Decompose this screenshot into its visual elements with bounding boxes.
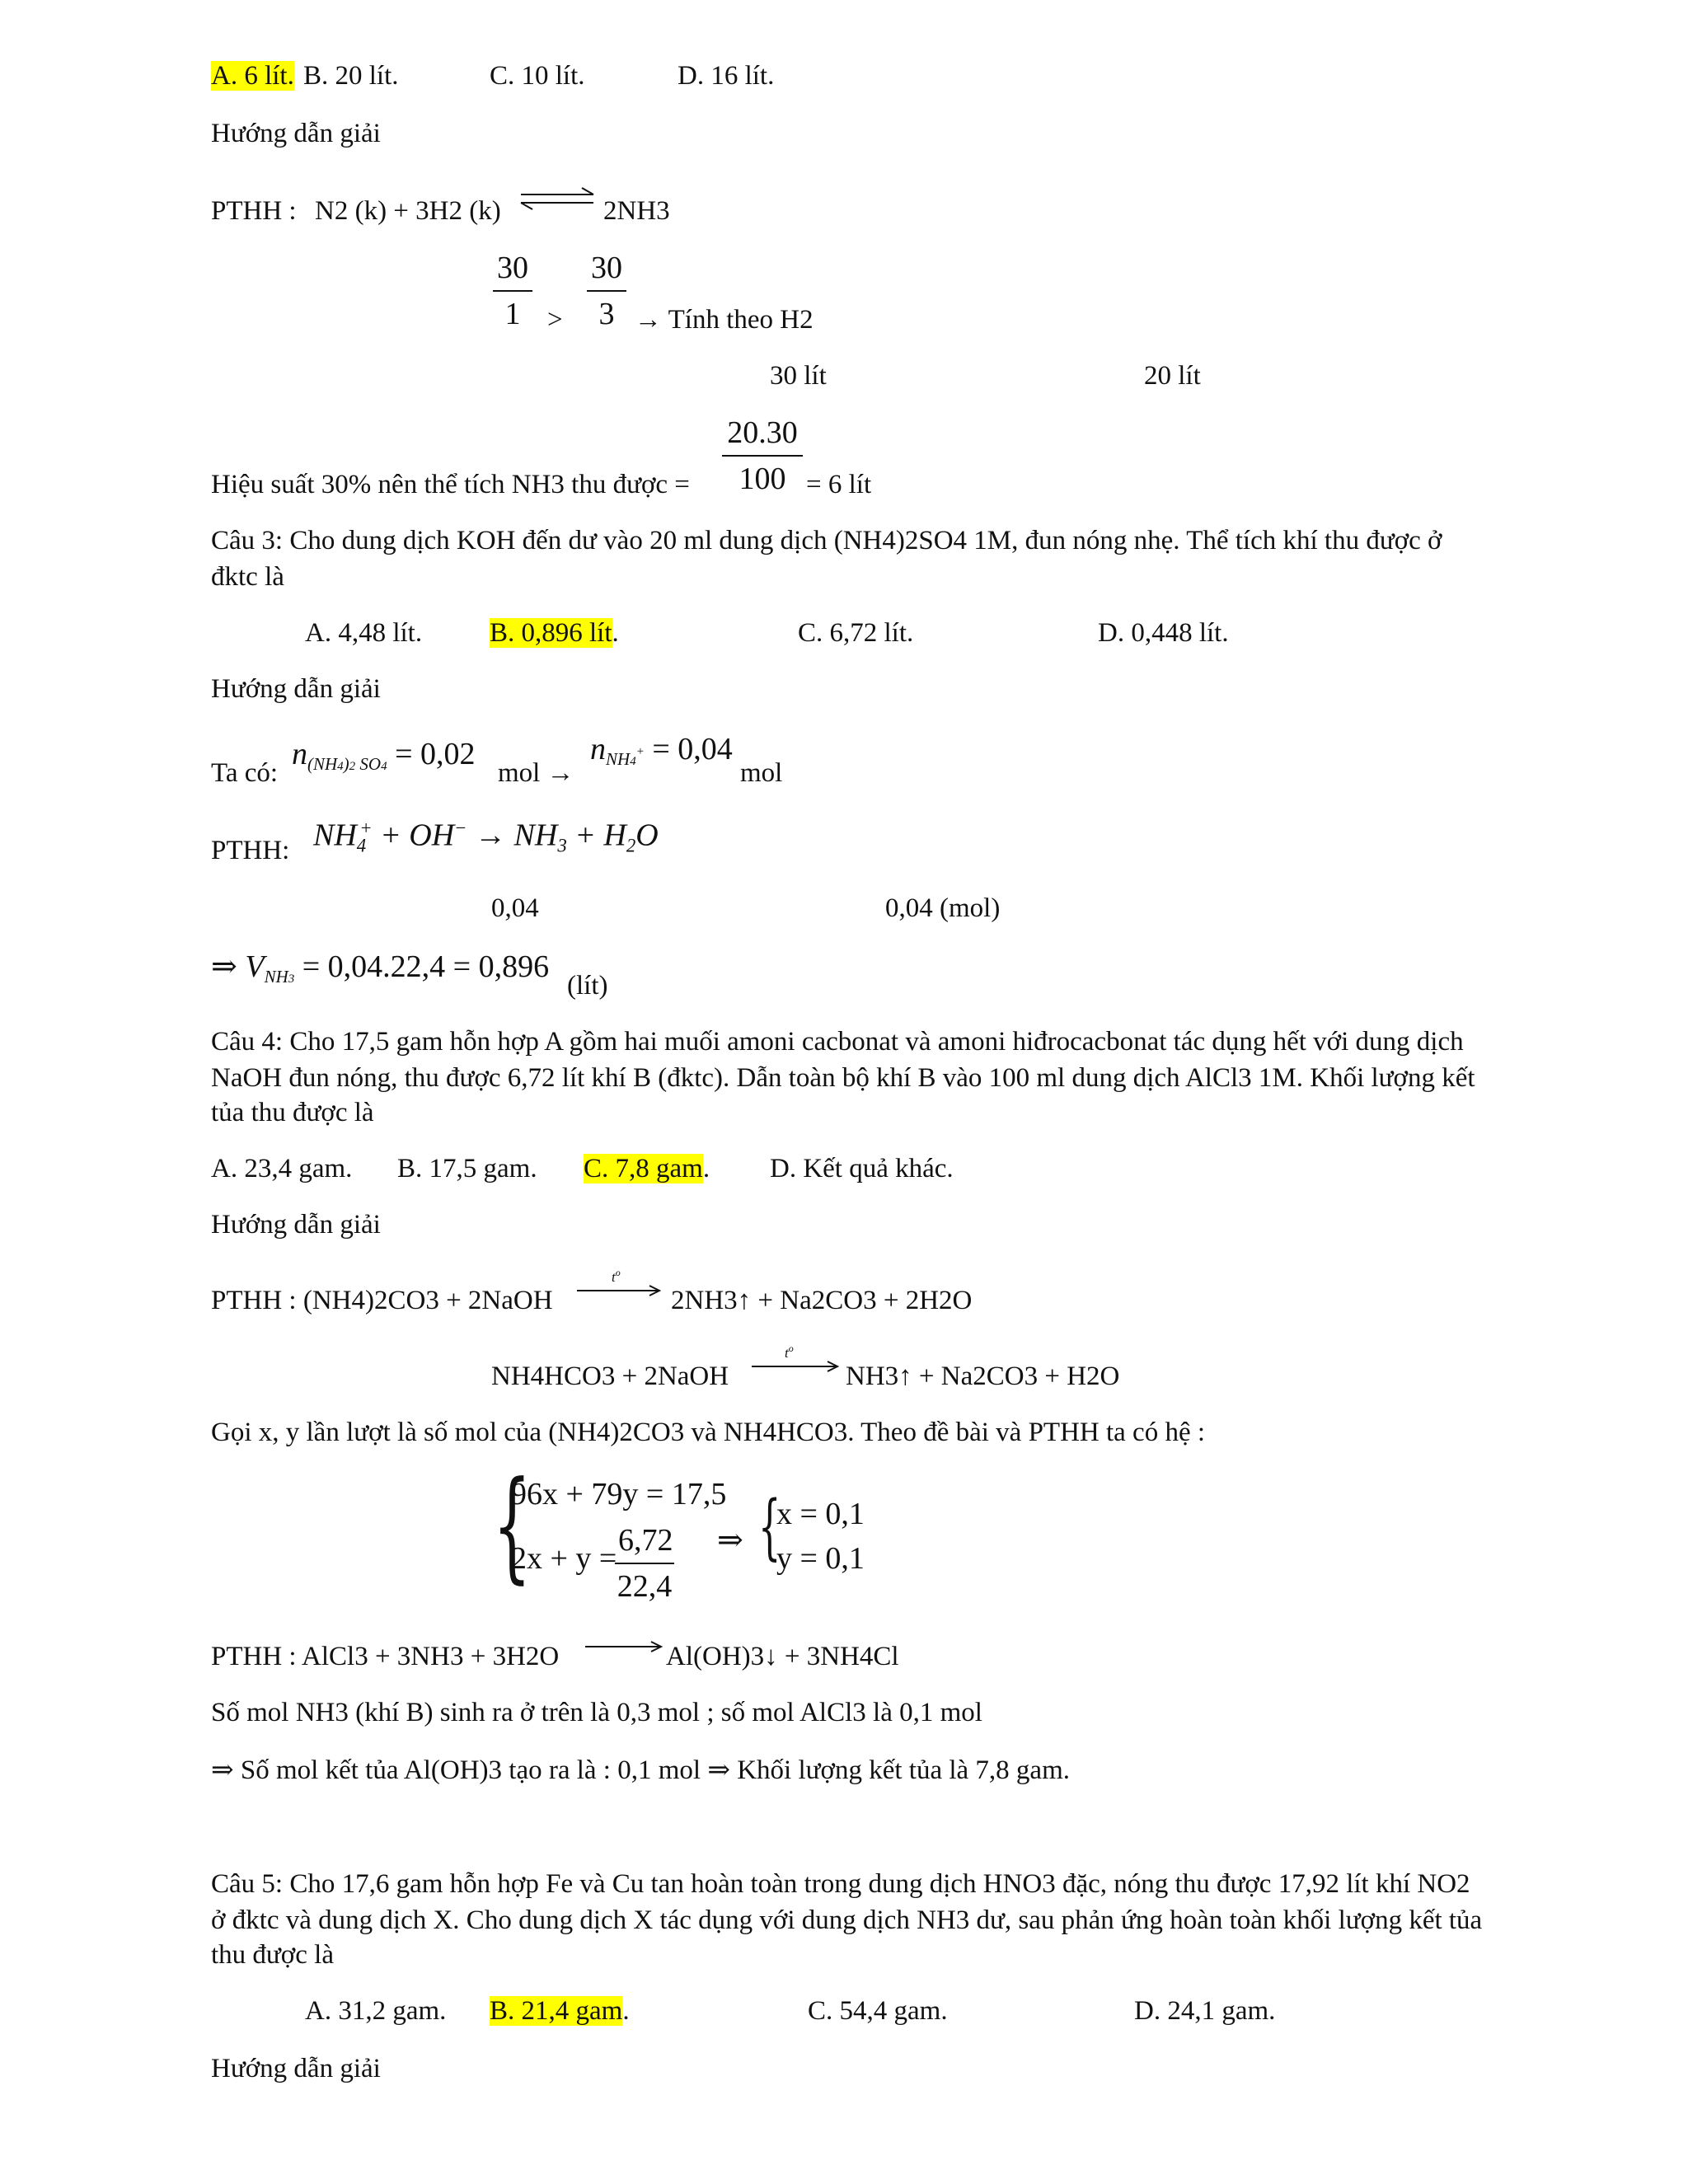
mol-unit: mol <box>740 758 783 788</box>
solution-heading: Hướng dẫn giải <box>211 1210 381 1240</box>
left-brace-icon: { <box>493 1455 532 1596</box>
implies-symbol: ⇒ <box>717 1523 743 1558</box>
option-a: A. 4,48 lít. <box>305 618 423 648</box>
yield-result: = 6 lít <box>806 470 872 499</box>
question-5-line-2: ở đktc và dung dịch X. Cho dung dịch X tác dụng với dung dịch NH3 dư, sau phản ứng hoàn toàn khối lượng kết tủa <box>211 1905 1483 1935</box>
solution-heading: Hướng dẫn giải <box>211 674 381 704</box>
reaction-3-reactants: PTHH : AlCl3 + 3NH3 + 3H2O <box>211 1642 560 1671</box>
ta-co-label: Ta có: <box>211 758 279 788</box>
reaction-1-reactants: PTHH : (NH4)2CO3 + 2NaOH <box>211 1286 553 1315</box>
system-equation-2: 2x + y = <box>511 1541 617 1576</box>
yield-statement: Hiệu suất 30% nên thể tích NH3 thu được = <box>211 470 690 499</box>
conclusion: ⇒ Số mol kết tủa Al(OH)3 tạo ra là : 0,1 mol ⇒ Khối lượng kết tủa là 7,8 gam. <box>211 1755 1070 1785</box>
option-b: B. 20 lít. <box>303 61 399 91</box>
option-a: A. 31,2 gam. <box>305 1996 447 2026</box>
volume-calculation: ⇒ $V_{NH3} = 0,04.22,4 = 0,896$ <box>211 949 550 987</box>
option-b-correct: B. 0,896 lít. <box>490 618 619 648</box>
equation-prefix: PTHH : <box>211 196 297 226</box>
reaction-2-reactants: NH4HCO3 + 2NaOH <box>491 1361 729 1391</box>
reaction-arrow-icon <box>577 1284 663 1297</box>
solution-y: y = 0,1 <box>776 1541 865 1576</box>
solution-heading: Hướng dẫn giải <box>211 119 381 148</box>
heat-label: $t^o$ <box>612 1267 621 1286</box>
left-brace-icon: { <box>758 1486 781 1568</box>
mol-ammonium-ion: $n_{NH4^+} = 0,04$ <box>590 732 733 770</box>
question-3-line-2: đktc là <box>211 562 284 592</box>
ionic-equation: $NH_4^+ + OH^- \to NH_3 + H_2O$ <box>313 818 659 856</box>
solution-heading: Hướng dẫn giải <box>211 2054 381 2083</box>
system-intro: Gọi x, y lần lượt là số mol của (NH4)2CO3 và NH4HCO3. Theo đề bài và PTHH ta có hệ : <box>211 1418 1206 1447</box>
mol-amount: 0,04 (mol) <box>885 893 1001 923</box>
option-c: C. 6,72 lít. <box>798 618 914 648</box>
heat-label: $t^o$ <box>785 1343 794 1361</box>
mol-ammonium-sulfate: $n_{(NH4)2 SO4} = 0,02$ <box>292 737 476 775</box>
question-4-line-3: tủa thu được là <box>211 1098 374 1127</box>
yield-fraction: $\frac{20.30}{100}$ <box>722 417 803 494</box>
equation-prefix: PTHH: <box>211 836 290 865</box>
question-5-line-1: Câu 5: Cho 17,6 gam hỗn hợp Fe và Cu tan hoàn toàn trong dung dịch HNO3 đặc, nóng thu được 17,92 lít khí NO2 <box>211 1869 1470 1899</box>
equation-product: 2NH3 <box>603 196 670 226</box>
reaction-arrow-icon <box>585 1640 664 1653</box>
question-4-line-1: Câu 4: Cho 17,5 gam hỗn hợp A gồm hai muối amoni cacbonat và amoni hiđrocacbonat tác dụng hết với dung dịch <box>211 1027 1464 1057</box>
reaction-arrow-icon <box>752 1360 842 1373</box>
option-b-correct: B. 21,4 gam. <box>490 1996 630 2026</box>
equilibrium-arrow-icon <box>518 186 597 211</box>
option-a: A. 23,4 gam. <box>211 1154 353 1183</box>
question-3-line-1: Câu 3: Cho dung dịch KOH đến dư vào 20 ml dung dịch (NH4)2SO4 1M, đun nóng nhẹ. Thể tích khí thu được ở <box>211 526 1442 555</box>
option-d: D. 24,1 gam. <box>1134 1996 1276 2026</box>
system-equation-1: 96x + 79y = 17,5 <box>511 1477 727 1511</box>
system-fraction: $\frac{6,72}{22,4}$ <box>615 1525 674 1602</box>
volume-h2: 30 lít <box>770 361 827 391</box>
reaction-2-products: NH3↑ + Na2CO3 + H2O <box>846 1361 1120 1391</box>
option-c-correct: C. 7,8 gam. <box>584 1154 710 1183</box>
option-c: C. 54,4 gam. <box>808 1996 948 2026</box>
volume-unit: (lít) <box>567 971 608 1001</box>
solution-x: x = 0,1 <box>776 1497 865 1531</box>
reaction-1-products: 2NH3↑ + Na2CO3 + 2H2O <box>671 1286 973 1315</box>
mol-amount: 0,04 <box>491 893 539 923</box>
question-5-line-3: thu được là <box>211 1940 334 1970</box>
option-d: D. 0,448 lít. <box>1098 618 1229 648</box>
ratio-h2: $\frac{30}{3}$ <box>587 252 626 330</box>
ratio-comparison: > <box>547 305 563 335</box>
option-d: D. 16 lít. <box>678 61 775 91</box>
mol-unit: mol → <box>498 758 574 788</box>
option-d: D. Kết quả khác. <box>770 1154 954 1183</box>
ratio-conclusion: → Tính theo H2 <box>635 305 814 335</box>
volume-nh3: 20 lít <box>1144 361 1201 391</box>
question-4-line-2: NaOH đun nóng, thu được 6,72 lít khí B (đktc). Dẫn toàn bộ khí B vào 100 ml dung dịch AlCl3 1M. Khối lượng kết <box>211 1063 1475 1093</box>
option-a-correct: A. 6 lít. <box>211 61 294 91</box>
option-b: B. 17,5 gam. <box>397 1154 537 1183</box>
mol-statement: Số mol NH3 (khí B) sinh ra ở trên là 0,3 mol ; số mol AlCl3 là 0,1 mol <box>211 1698 982 1727</box>
reaction-3-products: Al(OH)3↓ + 3NH4Cl <box>666 1642 899 1671</box>
option-c: C. 10 lít. <box>490 61 585 91</box>
ratio-n2: $\frac{30}{1}$ <box>493 252 532 330</box>
equation-reactants: N2 (k) + 3H2 (k) <box>315 196 501 226</box>
